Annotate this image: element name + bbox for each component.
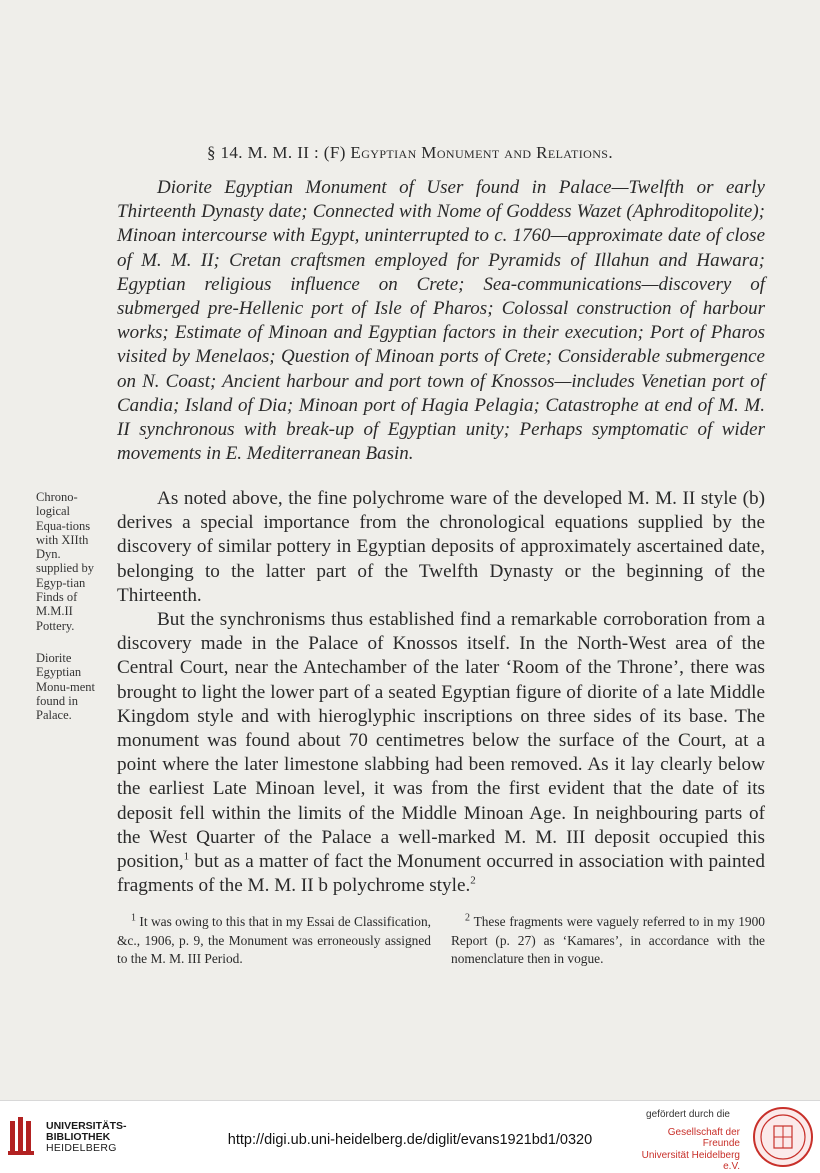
footnotes [117,913,765,969]
sponsor-name-line-1: Gesellschaft der Freunde [667,1126,740,1149]
sponsor-intro: gefördert durch die [646,1109,730,1120]
library-name-line-2: BIBLIOTHEK [46,1131,111,1143]
sponsor-name-line-2: Universität Heidelberg e.V. [641,1149,740,1172]
margin-note-diorite: Diorite Egyptian Monu-ment found in Palace. [36,651,96,723]
paragraph-2 [117,608,765,898]
permalink-url[interactable]: http://digi.ub.uni-heidelberg.de/diglit/evans1921bd1/0320 [227,1132,593,1148]
viewer-footer [0,1100,820,1173]
library-name-line-1: UNIVERSITÄTS- [46,1120,127,1132]
paragraph-1: As noted above, the fine polychrome ware of the developed M. M. II style (b) derives a special importance from the chronological equations supplied by the discovery of similar pottery in Egyptian deposits of approximately ascertained date, belonging to the latter part of the Twelfth Dynasty or the beginning of the Thirteenth. [117,488,765,606]
footnote-ref-2[interactable]: 2 [470,874,476,887]
footnote-2-number: 2 [465,912,470,924]
footnote-1 [117,913,431,969]
paragraph-2-text-a: But the synchronisms thus established find a remarkable corroboration from a discovery made in the Palace of Knossos itself. In the North-West area of the Central Court, near the Antechamber of the later ‘Room of the Throne’, there was brought to light the lower part of a seated Egyptian figure of diorite of a late Middle Kingdom style and with hieroglyphic inscriptions on three sides of its base. The monument was found about 70 centimetres below the surface of the Court, at a point where the later limestone slabbing had been removed. As it lay clearly below the earliest Late Minoan level, it was from the first evident that the date of its deposit fell within the limits of the Middle Minoan Age. In neighbouring parts of the West Quarter of the Palace a well-marked M. M. III deposit occupied this position, [117,609,765,873]
section-heading: § 14. M. M. II : (F) Egyptian Monument and Relations. [206,143,614,162]
margin-note-chronological: Chrono-logical Equa-tions with XIIth Dyn. supplied by Egyp-tian Finds of M.M.II Pottery. [36,490,94,633]
footnote-1-number: 1 [131,912,136,924]
footnote-1-text: It was owing to this that in my Essai de Classification, &c., 1906, p. 9, the Monument was erroneously assigned to the M. M. III Period. [117,914,431,966]
footnote-2-text: These fragments were vaguely referred to in my 1900 Report (p. 27) as ‘Kamares’, in accordance with the nomenclature then in vogue. [451,914,765,966]
section-summary: Diorite Egyptian Monument of User found in Palace—Twelfth or early Thirteenth Dynasty date; Connected with Nome of Goddess Wazet (Aphroditopolite); Minoan intercourse with Egypt, uninterrupted to c. 1760—approximate date of close of M. M. II; Cretan craftsmen employed for Pyramids of Illahun and Hawara; Egyptian religious influence on Crete; Sea-communications—discovery of submerged pre-Hellenic port of Isle of Pharos; Colossal construction of harbour works; Estimate of Minoan and Egyptian factors in their execution; Port of Pharos visited by Menelaos; Question of Minoan ports of Crete; Considerable submergence on N. Coast; Ancient harbour and port town of Knossos—includes Venetian port of Candia; Island of Dia; Minoan port of Hagia Pelagia; Catastrophe at end of M. M. II synchronous with break-up of Egyptian unity; Perhaps symptomatic of wider movements in E. Mediterranean Basin. [117,177,765,465]
paragraph-2-text-b: but as a matter of fact the Monument occurred in association with painted fragments of the M. M. II b polychrome style. [117,851,765,897]
university-seal-icon [752,1106,814,1168]
footnote-2 [451,913,765,969]
body-text [117,487,765,898]
library-name-line-3: HEIDELBERG [46,1142,117,1154]
footnote-ref-1[interactable]: 1 [183,850,190,863]
sponsor-credit[interactable] [630,1109,740,1173]
